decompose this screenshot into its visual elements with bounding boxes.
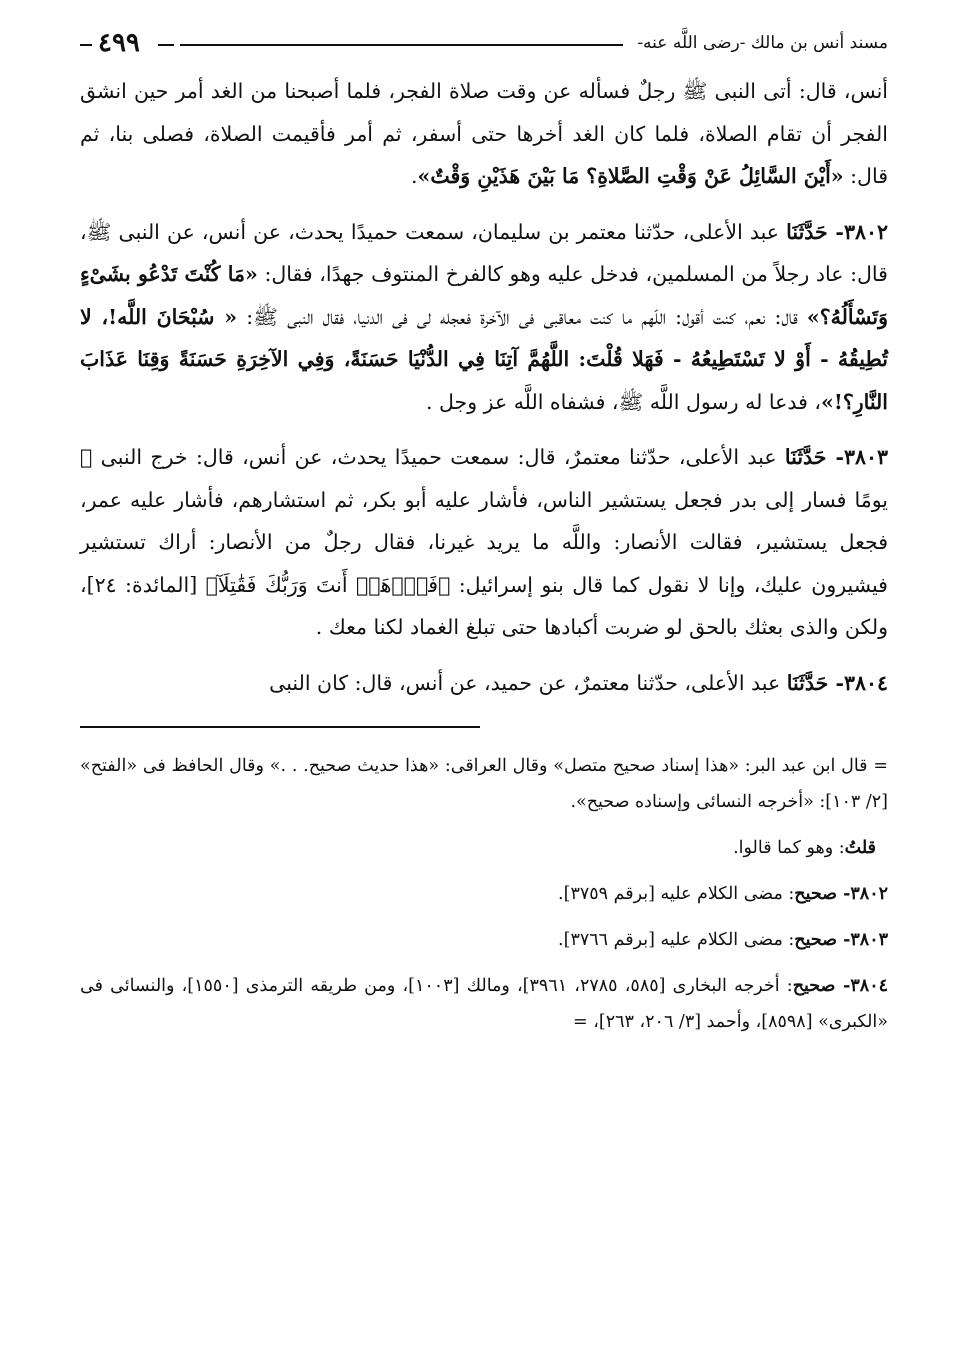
hadith-quote: «أَيْنَ السَّائِلُ عَنْ وَقْتِ الصَّلاةِ؟ مَا بَيْنَ هَذَيْنِ وَقْتٌ» <box>417 164 844 188</box>
hadith-paragraph <box>80 211 888 424</box>
footnote <box>80 876 888 912</box>
footnote-label: قلتُ <box>844 838 876 858</box>
footnote-text: : أخرجه البخارى [٥٨٥، ٢٧٨٥، ٣٩٦١]، ومالك [١٠٠٣]، ومن طريقه الترمذى [١٥٥٠]، والنسائى فى «الكبرى» [٨٥٩٨]، وأحمد [٣/ ٢٠٦، ٢٦٣]، = <box>80 976 888 1032</box>
hadith-text: عبد الأعلى، حدّثنا معتمر بن سليمان، سمعت حميدًا يحدث، عن أنس، عن النبى ﷺ، قال: عاد رجلاً من المسلمين، فدخل عليه وهو كالفرخ المنتوف جهدًا، فقال: <box>80 219 888 286</box>
page-number: ٤٩٩ <box>98 28 140 58</box>
hadith-text: أنس، قال: أتى النبى ﷺ رجلٌ فسأله عن وقت صلاة الفجر، فلما أصبحنا من الغد أمر حين انشق الفجر أن تقام الصلاة، فلما كان الغد أخرها حتى أسفر، ثم أمر فأقيمت الصلاة، فصلى بنا، ثم قال: <box>80 79 888 188</box>
page-header <box>80 28 888 64</box>
footnote-text: : مضى الكلام عليه [برقم ٣٧٦٦]. <box>558 930 795 950</box>
footnote-text: : مضى الكلام عليه [برقم ٣٧٥٩]. <box>558 884 795 904</box>
hadith-text: [المائدة: ٢٤]، ولكن والذى بعثك بالحق لو ضربت أكبادها حتى تبلغ الغماد لكنا معك . <box>80 572 888 639</box>
hadith-text: عبد الأعلى، حدّثنا معتمرٌ، عن حميد، عن أنس، قال: كان النبى <box>269 670 787 695</box>
footnote <box>80 968 888 1040</box>
hadith-end: . <box>410 164 418 188</box>
hadith-text: عبد الأعلى، حدّثنا معتمرٌ، قال: سمعت حميدًا يحدث، عن أنس، قال: خرج النبى ﷺ يومًا فسار إلى بدر فجعل يستشير الناس، فأشار عليه أبو بكر، ثم استشارهم، فأشار عليه عمر، فجعل يستشير، فقالت الأنصار: واللَّه ما يريد غيرنا، فقال رجلٌ من الأنصار: أراك تستشير فيشيرون عليك، وإنا لا نقول كما قال بنو إسرائيل: <box>80 445 888 597</box>
book-page <box>80 28 888 1050</box>
footnote-label: ٣٨٠٣- صحيح <box>794 930 888 950</box>
hadith-number: ٣٨٠٤- حَدَّثَنَا <box>786 670 888 695</box>
hadith-quote: « سُبْحَانَ اللَّه!، لا تُطِيقُهُ - أَوْ لا تَسْتَطِيعُهُ - فَهَلا قُلْتَ: اللَّهُمَّ آتِنَا فِي الدُّنْيَا حَسَنَةً، وَفِي الآخِرَةِ حَسَنَةً وَقِنَا عَذَابَ النَّارِ؟!» <box>80 304 888 414</box>
hadith-text: قال: نعم، كنت أقول: اللّهم ما كنت معاقبى فى الآخرة فعجله لى فى الدنيا، فقال النبى ﷺ: <box>237 304 807 329</box>
footnote-label: ٣٨٠٢- صحيح <box>794 884 888 904</box>
header-rule <box>180 44 623 46</box>
hadith-paragraph <box>80 70 888 198</box>
header-dash <box>158 44 174 46</box>
footnote-text: : وهو كما قالوا. <box>733 838 845 858</box>
main-text <box>80 70 888 704</box>
running-head-title: مسند أنس بن مالك -رضى اللَّه عنه- <box>629 32 888 54</box>
hadith-quote: «مَا كُنْتَ تَدْعُو بشَىْءٍ وَتَسْأَلُهُ؟» <box>80 262 888 329</box>
hadith-number: ٣٨٠٢- حَدَّثَنَا <box>786 219 888 244</box>
hadith-paragraph <box>80 662 888 705</box>
footnote <box>80 830 888 866</box>
footnote-text: = قال ابن عبد البر: «هذا إسناد صحيح متصل» وقال العراقى: «هذا حديث صحيح. . .» وقال الحافظ فى «الفتح» [٢/ ١٠٣]: «أخرجه النسائى وإسناده صحيح». <box>80 756 888 812</box>
hadith-number: ٣٨٠٣- حَدَّثَنَا <box>784 445 888 469</box>
hadith-text: ، فدعا له رسول اللَّه ﷺ، فشفاه اللَّه عز وجل . <box>425 389 822 414</box>
header-dash-left <box>80 44 92 46</box>
footnote-label: ٣٨٠٤- صحيح <box>792 976 889 996</box>
footnote <box>80 748 888 820</box>
footnote-separator <box>80 726 480 728</box>
hadith-paragraph <box>80 436 888 649</box>
footnotes <box>80 748 888 1040</box>
footnote <box>80 922 888 958</box>
quran-quote: ﴿فَٱذۡهَبۡ أَنتَ وَرَبُّكَ فَقَٰتِلَآ﴾ <box>205 572 451 597</box>
